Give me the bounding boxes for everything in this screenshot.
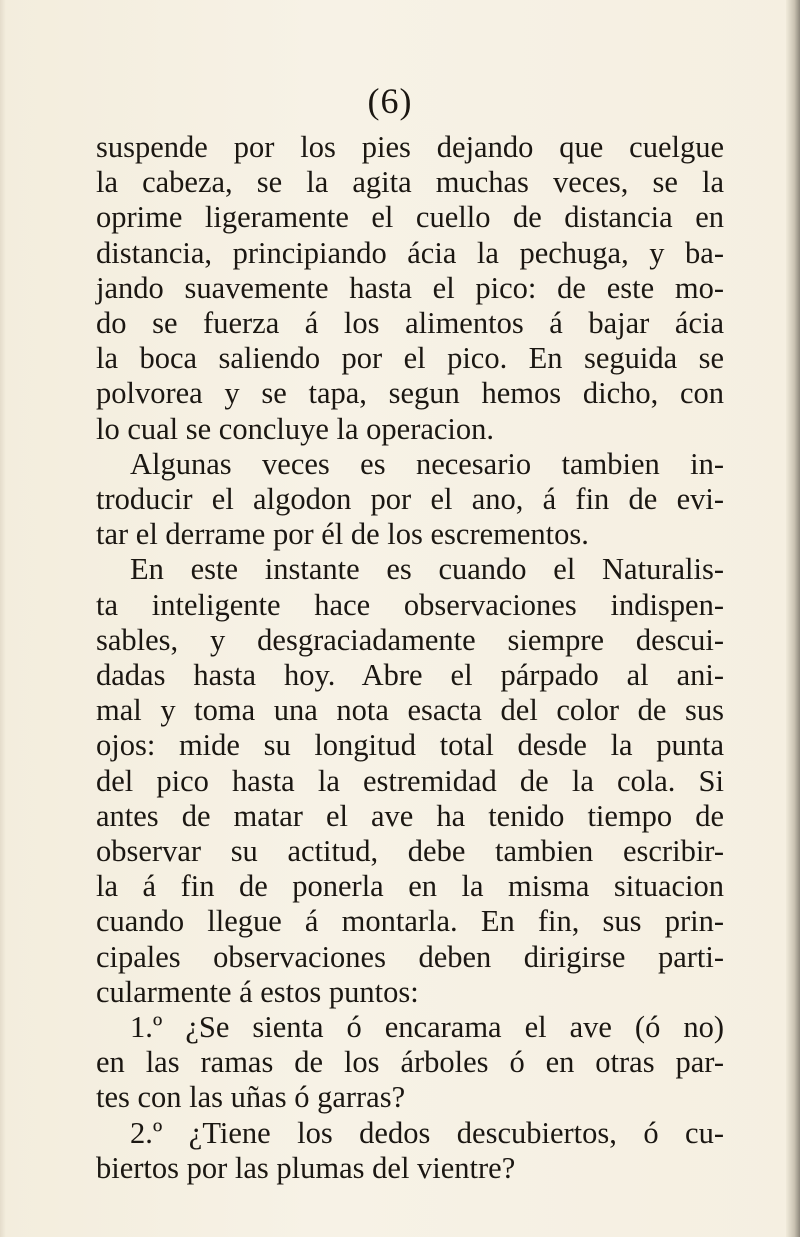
text-line: Algunas veces es necesario tambien in-	[130, 446, 724, 481]
text-line: mal y toma una nota esacta del color de sus	[96, 693, 724, 728]
text-line: la cabeza, se la agita muchas veces, se la	[96, 165, 724, 200]
text-line: lo cual se concluye la operacion.	[96, 411, 495, 446]
text-line: cularmente á estos puntos:	[96, 974, 419, 1009]
text-line: 1.º ¿Se sienta ó encarama el ave (ó no)	[130, 1010, 724, 1045]
text-line: del pico hasta la estremidad de la cola. Si	[96, 763, 724, 798]
text-line: En este instante es cuando el Naturalis-	[130, 552, 724, 587]
text-line: tar el derrame por él de los escrementos.	[96, 517, 589, 552]
text-line: jando suavemente hasta el pico: de este mo-	[96, 270, 724, 305]
text-line: sables, y desgraciadamente siempre descui-	[96, 622, 724, 657]
text-line: la á fin de ponerla en la misma situacion	[96, 869, 724, 904]
text-line: dadas hasta hoy. Abre el párpado al ani-	[96, 658, 724, 693]
text-line: oprime ligeramente el cuello de distancia en	[96, 200, 724, 235]
text-line: cipales observaciones deben dirigirse parti-	[96, 939, 724, 974]
text-line: tes con las uñas ó garras?	[96, 1080, 406, 1115]
text-line: suspende por los pies dejando que cuelgue	[96, 130, 724, 164]
text-line: cuando llegue á montarla. En fin, sus prin-	[96, 904, 724, 939]
text-line: do se fuerza á los alimentos á bajar ácia	[96, 306, 724, 341]
text-line: polvorea y se tapa, segun hemos dicho, con	[96, 376, 724, 411]
text-line: ta inteligente hace observaciones indispen-	[96, 587, 724, 622]
page-right-edge	[786, 0, 800, 1237]
page-number: (6)	[367, 81, 413, 121]
text-line: biertos por las plumas del vientre?	[96, 1150, 516, 1185]
text-line: antes de matar el ave ha tenido tiempo de	[96, 798, 724, 833]
text-line: 2.º ¿Tiene los dedos descubiertos, ó cu-	[130, 1115, 724, 1150]
text-line: troducir el algodon por el ano, á fin de evi-	[96, 482, 724, 517]
text-line: la boca saliendo por el pico. En seguida se	[96, 341, 724, 376]
text-line: distancia, principiando ácia la pechuga, y ba-	[96, 235, 724, 270]
page-left-edge	[0, 0, 6, 1237]
text-line: ojos: mide su longitud total desde la punta	[96, 728, 724, 763]
body-text	[96, 130, 724, 1186]
text-line: observar su actitud, debe tambien escribir-	[96, 834, 724, 869]
text-line: en las ramas de los árboles ó en otras par-	[96, 1045, 724, 1080]
